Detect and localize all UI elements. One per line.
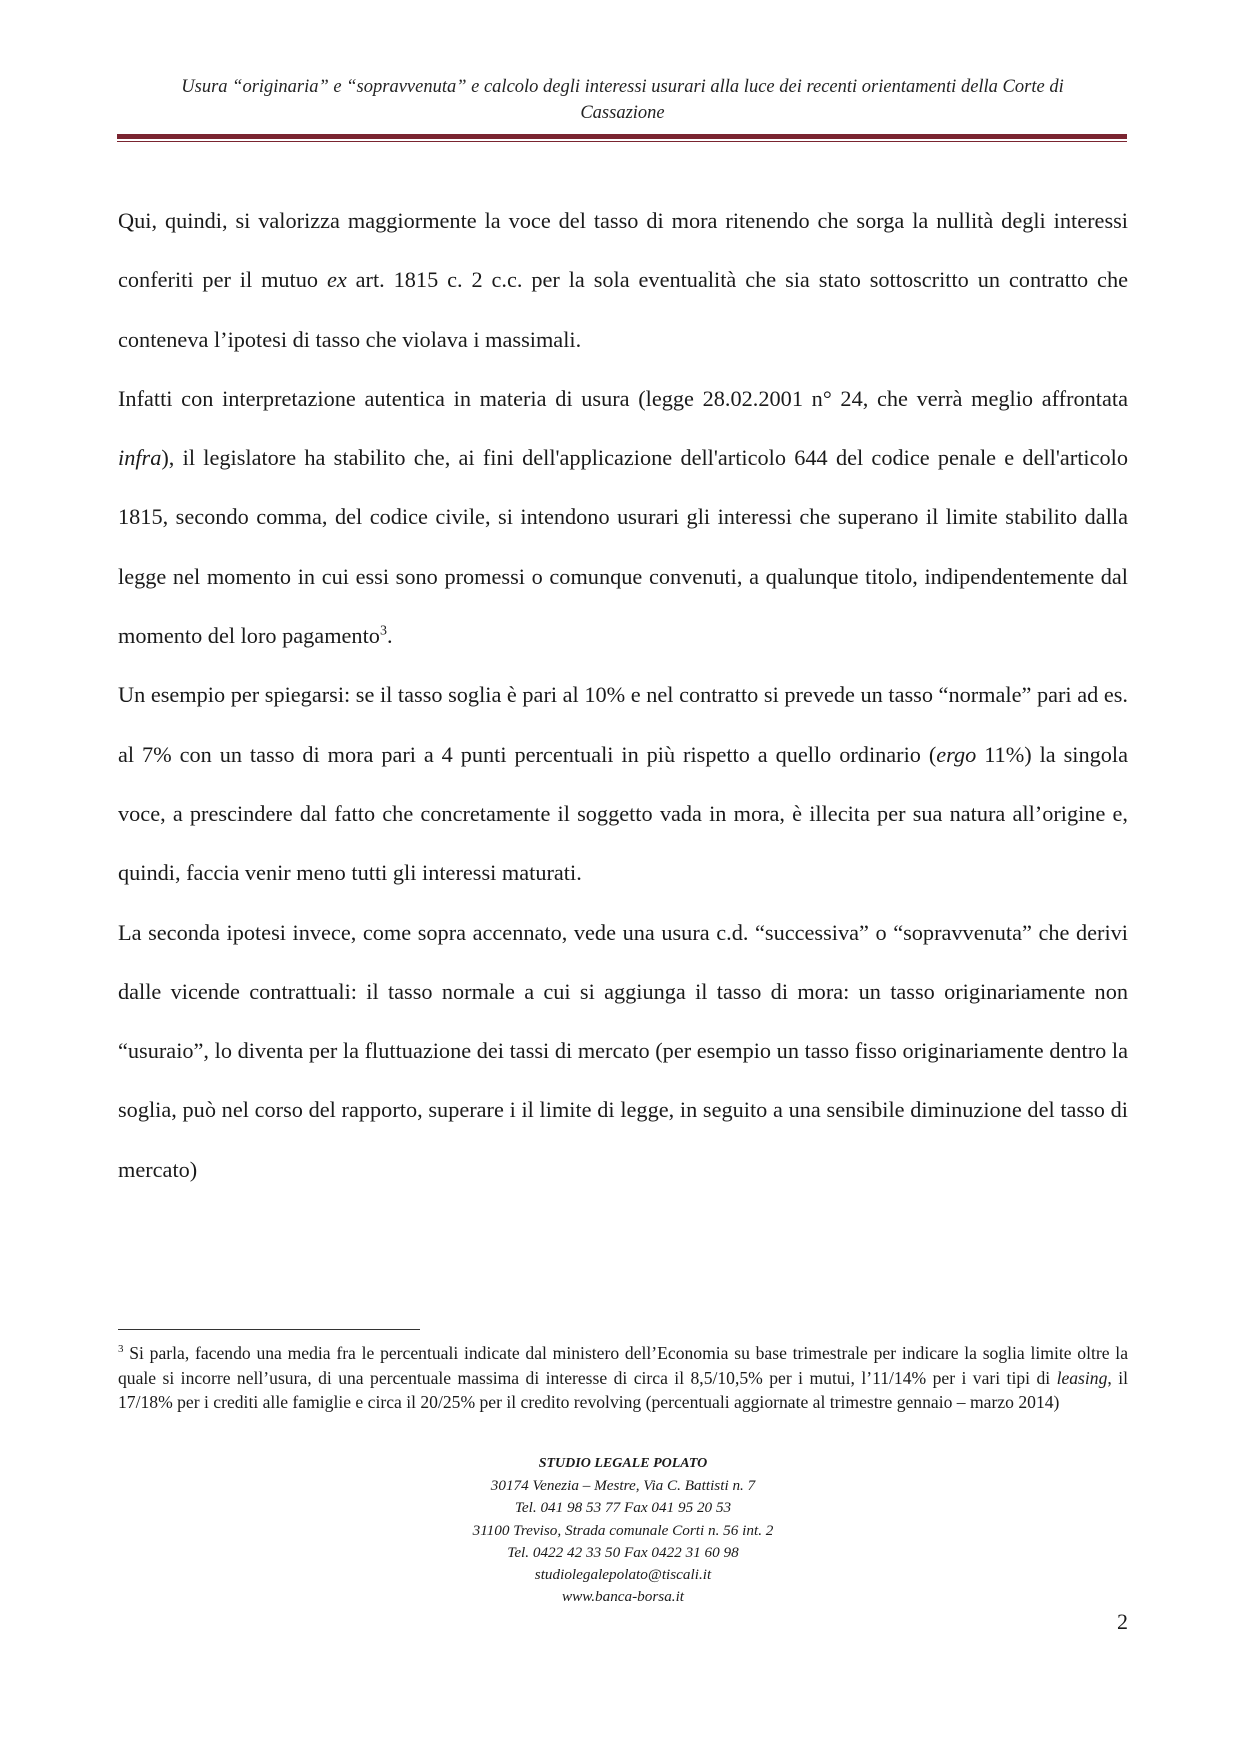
footer-email[interactable]: studiolegalepolato@tiscali.it xyxy=(534,1566,712,1584)
paragraph-1-ex-term: ex xyxy=(326,267,347,293)
paragraph-2-infra-term: infra xyxy=(118,445,162,471)
paragraph-4: La seconda ipotesi invece, come sopra accennato, vede una usura c.d. “successiva” o “sopravvenuta” che derivi dalle vicende contrattuali: il tasso normale a cui si aggiunga il tasso di mora: un tasso originariamente non “usuraio”, lo diventa per la fluttuazione dei tassi di mercato (per esempio un tasso fisso originariamente dentro la soglia, può nel corso del rapporto, superare i il limite di legge, in seguito a una sensibile diminuzione del tasso di mercato) xyxy=(118,919,1128,1182)
footnote xyxy=(118,1341,1128,1415)
paragraph-3 xyxy=(118,665,1128,902)
page-number: 2 xyxy=(1117,1609,1128,1634)
footnote-reference[interactable]: 3 xyxy=(379,623,387,639)
header-title-line-2: Cassazione xyxy=(580,103,665,123)
body-text xyxy=(118,191,1128,1199)
paragraph-2-end: . xyxy=(386,623,393,649)
page-footer xyxy=(118,1453,1128,1608)
footer-firm-name: STUDIO LEGALE POLATO xyxy=(538,1456,708,1471)
paragraph-3-ergo-term: ergo xyxy=(936,741,977,767)
footer-phone-treviso: Tel. 0422 42 33 50 Fax 0422 31 60 98 xyxy=(507,1543,739,1561)
header-title-line-1: Usura “originaria” e “sopravvenuta” e calcolo degli interessi usurari alla luce dei recenti orientamenti della Corte di xyxy=(181,77,1064,97)
footnote-text-a: Si parla, facendo una media fra le percentuali indicate dal ministero dell’Economia su base trimestrale per indicare la soglia limite oltre la quale si incorre nell’usura, di una percentuale massima di interesse di circa il 8,5/10,5% per i mutui, l’11/14% per i vari tipi di xyxy=(118,1343,1128,1388)
header-rule-thick xyxy=(117,134,1127,139)
paragraph-2-text-b: ), il legislatore ha stabilito che, ai fini dell'applicazione dell'articolo 644 del codice penale e dell'articolo 1815, secondo comma, del codice civile, si intendono usurari gli interessi che superano il limite stabilito dalla legge nel momento in cui essi sono promessi o comunque convenuti, a qualunque titolo, indipendentemente dal momento del loro pagamento xyxy=(118,445,1128,649)
header-rule-thin xyxy=(117,141,1127,142)
footer-phone-venezia: Tel. 041 98 53 77 Fax 041 95 20 53 xyxy=(514,1499,732,1517)
paragraph-1-text-a: Qui, quindi, si valorizza maggiormente la voce del tasso di mora ritenendo che sorga la nullità degli interessi conferiti per il mutuo xyxy=(118,208,1128,293)
running-header xyxy=(118,74,1127,126)
footer-address-venezia: 30174 Venezia – Mestre, Via C. Battisti n. 7 xyxy=(490,1477,756,1495)
footnote-separator xyxy=(118,1329,420,1330)
footnote-number: 3 xyxy=(118,1343,124,1356)
footer-website[interactable]: www.banca-borsa.it xyxy=(561,1588,685,1606)
paragraph-3-text-a: Un esempio per spiegarsi: se il tasso soglia è pari al 10% e nel contratto si prevede un tasso “normale” pari ad es. al 7% con un tasso di mora pari a 4 punti percentuali in più rispetto a quello ordinario ( xyxy=(118,682,1128,767)
paragraph-2-text-a: Infatti con interpretazione autentica in materia di usura (legge 28.02.2001 n° 24, che verrà meglio affrontata xyxy=(118,385,1128,411)
footnote-leasing-term: leasing xyxy=(1056,1367,1108,1388)
paragraph-2 xyxy=(118,369,1128,665)
footnote-text-b: , il 17/18% per i crediti alle famiglie e circa il 20/25% per il credito revolving (percentuali aggiornate al trimestre gennaio – marzo 2014) xyxy=(118,1367,1128,1412)
paragraph-1 xyxy=(118,191,1128,369)
footer-address-treviso: 31100 Treviso, Strada comunale Corti n. 56 int. 2 xyxy=(472,1521,774,1539)
paragraph-3-text-b: 11%) la singola voce, a prescindere dal fatto che concretamente il soggetto vada in mora, è illecita per sua natura all’origine e, quindi, faccia venir meno tutti gli interessi maturati. xyxy=(118,741,1128,886)
paragraph-1-text-b: art. 1815 c. 2 c.c. per la sola eventualità che sia stato sottoscritto un contratto che conteneva l’ipotesi di tasso che violava i massimali. xyxy=(118,267,1128,352)
